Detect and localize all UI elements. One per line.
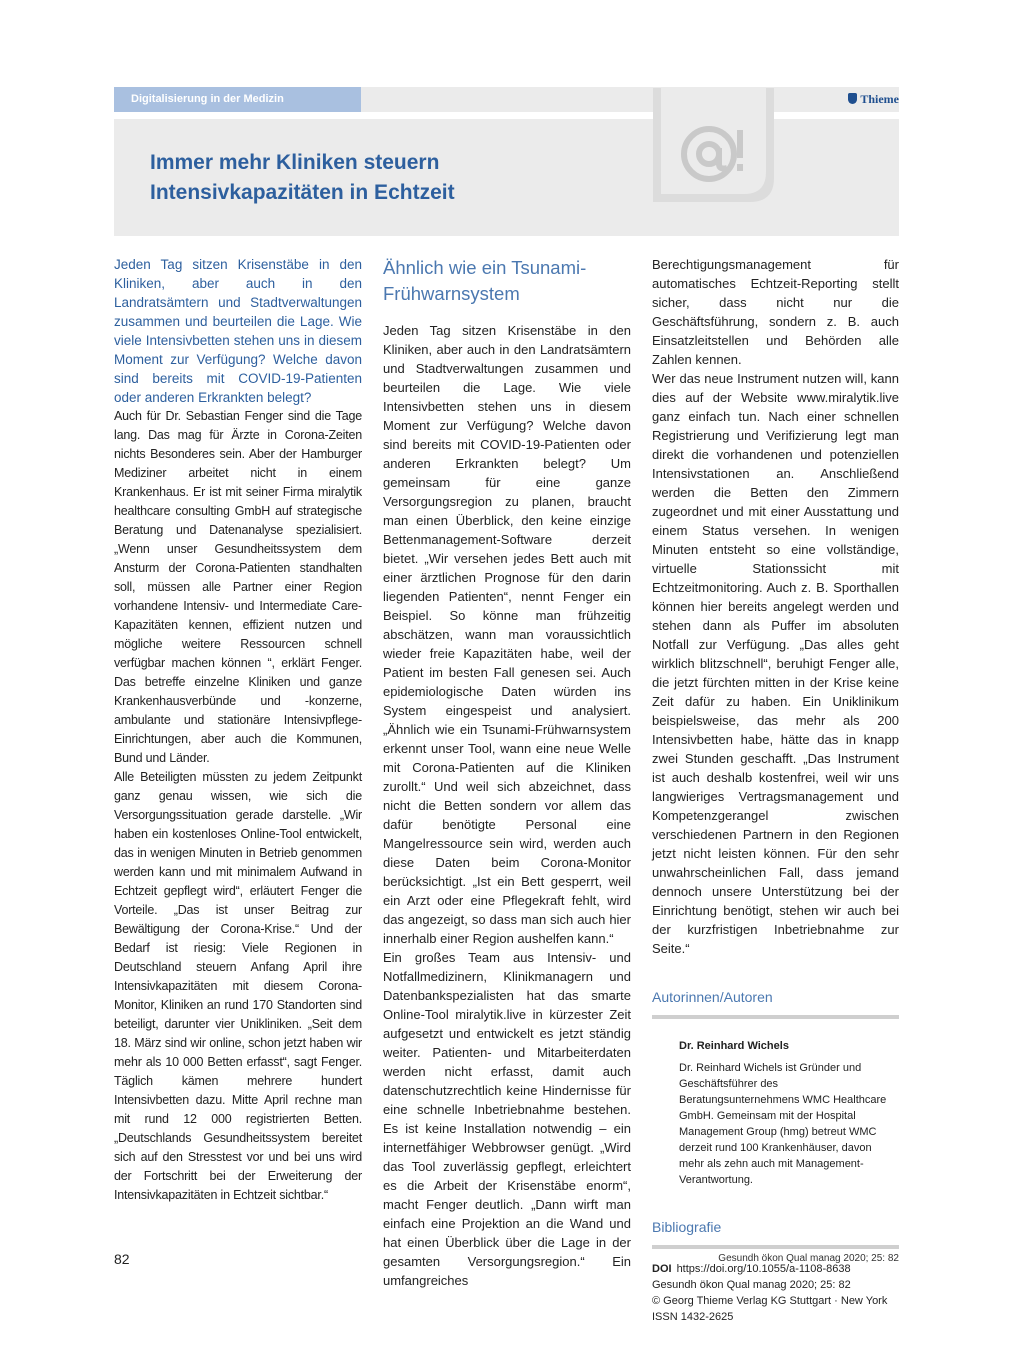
- bibliography-heading: Bibliografie: [652, 1218, 899, 1249]
- author-box: [652, 1025, 899, 1188]
- article-title: [150, 148, 630, 208]
- column-3: [652, 255, 899, 1325]
- authors-heading: Autorinnen/Autoren: [652, 988, 899, 1019]
- bibliography: [652, 1261, 899, 1325]
- column-1: [114, 255, 362, 1205]
- body-paragraph: Berechtigungsmanagement für automatisches Echtzeit-Reporting stellt sicher, dass nicht nur die Geschäftsführung, sondern z. B. auch Einsatzleitstellen und Behörden alle Zahlen kennen.: [652, 257, 899, 367]
- footer-citation: Gesundh ökon Qual manag 2020; 25: 82: [718, 1253, 899, 1264]
- section-tag: Digitalisierung in der Medizin: [114, 87, 361, 112]
- body-paragraph: Auch für Dr. Sebastian Fenger sind die Tage lang. Das mag für Ärzte in Corona-Zeiten nichts Besonderes sein. Aber der Hamburger Mediziner arbeitet nicht in einem Krankenhaus. Er ist mit seiner Firma miralytik healthcare consulting GmbH auf strategische Beratung und Datenanalyse spezialisiert. „Wenn unser Gesundheitssystem dem Ansturm der Corona-Patienten standhalten soll, müssen alle Partner einer Region vorhandene Intensiv- und Intermediate Care-Kapazitäten kennen, effizient nutzen und mögliche weitere Ressourcen schnell verfügbar machen können “, erklärt Fenger. Das betreffe einzelne Kliniken und ganze Krankenhausverbünde und -konzerne, ambulante und stationäre Intensivpflege-Einrichtungen, aber auch die Kommunen, Bund und Länder.: [114, 409, 362, 765]
- title-line-2: Intensivkapazitäten in Echtzeit: [150, 181, 455, 204]
- author-name: Dr. Reinhard Wichels: [679, 1040, 789, 1052]
- journal-line: Gesundh ökon Qual manag 2020; 25: 82: [652, 1279, 851, 1291]
- publisher-line: © Georg Thieme Verlag KG Stuttgart · New York: [652, 1295, 888, 1307]
- author-bio: Dr. Reinhard Wichels ist Gründer und Geschäftsführer des Beratungsunternehmens WMC Healthcare GmbH. Gemeinsam mit der Hospital Management Group (hmg) betreut WMC derzeit rund 100 Krankenhäuser, davon mehr als zehn auch mit Management-Verantwortung.: [679, 1062, 887, 1186]
- body-paragraph: Jeden Tag sitzen Krisenstäbe in den Kliniken, aber auch in den Landratsämtern und Stadtverwaltungen zusammen und beurteilen die Lage. Wie viele Intensivbetten stehen uns in diesem Moment zur Verfügung? Welche davon sind bereits mit COVID-19-Patienten oder anderen Erkrankten belegt? Um gemeinsam für eine ganze Versorgungsregion zu planen, braucht man einen Überblick, den keine einzige Bettenmanagement-Software derzeit bietet. „Wir versehen jedes Bett auch mit einer ärztlichen Prognose für den darin liegenden Patienten“, nennt Fenger ein Beispiel. So könne man frühzeitig abschätzen, wann man voraussichtlich wieder freie Kapazitäten habe, weil der Patient im besten Fall genesen sei. Auch epidemiologische Daten würden ins System eingespeist und analysiert. „Ähnlich wie ein Tsunami-Frühwarnsystem erkennt unser Tool, wann eine neue Welle mit Corona-Patienten auf die Kliniken zurollt.“ Und weil sich abzeichnet, dass nicht die Betten sondern vor allem das dafür benötigte Personal eine Mangelressource sein wird, werden auch diese Daten beim Corona-Monitor berücksichtigt. „Ist ein Bett gesperrt, weil ein Arzt oder eine Pflegekraft fehlt, wird das angezeigt, so dass man sich auch hier innerhalb einer Region aushelfen kann.“: [383, 323, 631, 946]
- body-paragraph: Wer das neue Instrument nutzen will, kann dies auf der Website www.miralytik.live ganz einfach tun. Nach einer schnellen Registrierung und Verifizierung legt man direkt die vorhandenen und potenziellen Intensivstationen an. Anschließend werden die Betten den Zimmern zugeordnet und mit einer Ausstattung und einem Status versehen. In wenigen Minuten entsteht so eine vollständige, virtuelle Stationssicht mit Echtzeitmonitoring. Auch z. B. Sporthallen können hier bereits angelegt werden und stehen dann als Puffer im absoluten Notfall zur Verfügung. „Das alles geht wirklich blitzschnell“, beruhigt Fenger alle, die jetzt fürchten mitten in der Krise keine Zeit dafür zu haben. Ein Uniklinikum beispielsweise, das mehr als 200 Intensivbetten habe, hätte das in knapp zwei Stunden geschafft. „Das Instrument ist auch deshalb kostenfrei, weil wir uns langwieriges Vertragsmanagement und Kompetenzgerangel zwischen verschiedenen Partnern in den Regionen jetzt nicht leisten können. Für den sehr unwahrscheinlichen Fall, dass jemand dennoch unsere Unterstützung bei der Einrichtung benötigt, stehen wir auch bei der kurzfristigen Inbetriebnahme zur Seite.“: [652, 371, 899, 956]
- doi-label: DOI: [652, 1263, 672, 1275]
- thieme-logo-icon: [848, 93, 857, 104]
- at-sign-news-icon: [653, 88, 774, 202]
- page-number: 82: [114, 1251, 130, 1267]
- lead-paragraph: Jeden Tag sitzen Krisenstäbe in den Kliniken, aber auch in den Landratsämtern und Stadtverwaltungen zusammen und beurteilen die Lage. Wie viele Intensivbetten stehen uns in diesem Moment zur Verfügung? Welche davon sind bereits mit COVID-19-Patienten oder anderen Erkrankten belegt?: [114, 257, 362, 405]
- publisher-brand: [848, 87, 899, 112]
- body-paragraph: Ein großes Team aus Intensiv- und Notfallmedizinern, Klinikmanagern und Datenbankspezialisten hat das smarte Online-Tool miralytik.live in kürzester Zeit aufgesetzt und entwickelt es jetzt ständig weiter. Patienten- und Mitarbeiterdaten werden nicht erfasst, damit auch datenschutzrechtlich keine Hindernisse für eine schnelle Inbetriebnahme bestehen. Es ist keine Installation notwendig – ein internetfähiger Webbrowser genügt. „Wird das Tool zuverlässig gepflegt, erleichtert es die Arbeit der Krisenstäbe enorm“, macht Fenger deutlich. „Dann wirft man einfach eine Projektion an die Wand und hat einen Überblick über die Lage in der gesamten Versorgungsregion.“ Ein umfangreiches: [383, 950, 631, 1288]
- brand-label: Thieme: [860, 92, 899, 106]
- column-2: [383, 255, 631, 1290]
- section-heading: Ähnlich wie ein Tsunami-Frühwarnsystem: [383, 257, 587, 304]
- issn-line: ISSN 1432-2625: [652, 1311, 734, 1323]
- title-line-1: Immer mehr Kliniken steuern: [150, 151, 440, 174]
- doi-link[interactable]: https://doi.org/10.1055/a-1108-8638: [676, 1263, 851, 1275]
- body-paragraph: Alle Beteiligten müssten zu jedem Zeitpunkt ganz genau wissen, wie sich die Versorgungssituation gerade darstelle. „Wir haben ein kostenloses Online-Tool entwickelt, das in wenigen Minuten in Betrieb genommen werden kann und mit minimalem Aufwand in Echtzeit gepflegt wird“, erläutert Fenger die Vorteile. „Das ist unser Beitrag zur Bewältigung der Corona-Krise.“ Und der Bedarf ist riesig: Viele Regionen in Deutschland steuern Anfang April ihre Intensivkapazitäten mit diesem Corona-Monitor, Kliniken an rund 170 Standorten sind beteiligt, darunter vier Unikliniken. „Seit dem 18. März sind wir online, schon jetzt haben wir mehr als 10 000 Betten erfasst“, sagt Fenger. Täglich kämen mehrere hundert Intensivbetten dazu. Mitte April rechne man mit rund 12 000 registrierten Betten. „Deutschlands Gesundheitssystem bereitet sich auf den Stresstest vor und bei uns wird der Fortschritt bei der Erweiterung der Intensivkapazitäten in Echtzeit sichtbar.“: [114, 770, 362, 1202]
